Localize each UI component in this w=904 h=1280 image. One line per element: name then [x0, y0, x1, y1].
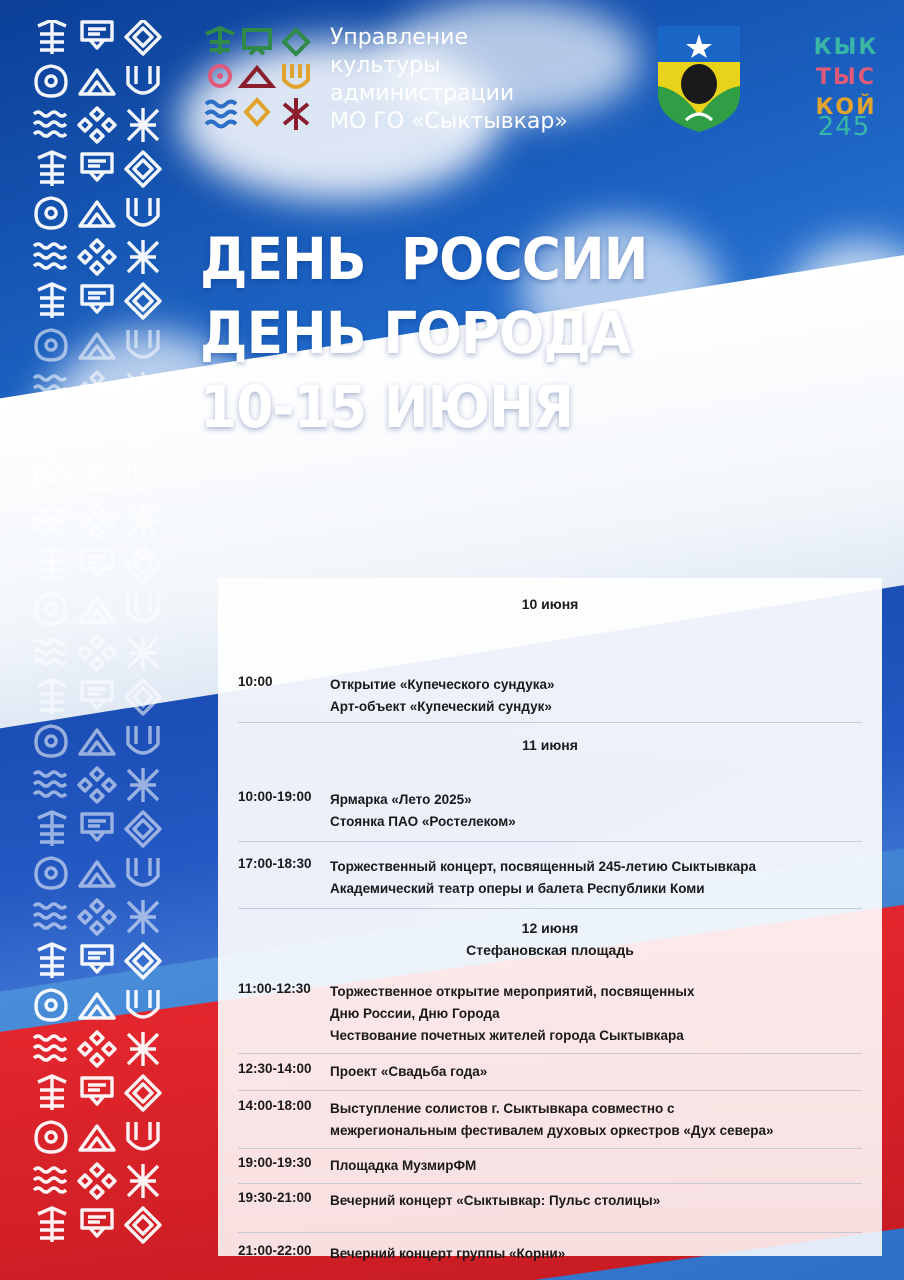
event-time: 14:00-18:00 [238, 1098, 312, 1113]
ornament-tile-icon [34, 112, 66, 136]
event-line: Дню России, Дню Города [330, 1006, 500, 1021]
ornament-tile-icon [34, 1168, 66, 1192]
ornament-tile-icon [80, 598, 114, 622]
event-line: Торжественное открытие мероприятий, посвященных [330, 984, 695, 999]
event-description [330, 1098, 862, 1142]
ornament-tile-icon [80, 466, 114, 490]
org-line: МО ГО «Сыктывкар» [330, 109, 568, 134]
headline-line: 10-15 ИЮНЯ [200, 373, 574, 441]
ornament-tile-icon [80, 1126, 114, 1150]
anniversary-number: 245 [817, 112, 871, 142]
event-description [330, 1243, 862, 1265]
ornament-tile-icon [126, 20, 160, 54]
ornament-tile-icon [128, 240, 158, 274]
ornament-tile-icon [128, 594, 158, 621]
ornament-tile-icon [36, 462, 66, 492]
ornament-tile-icon [126, 548, 160, 582]
ornament-tile-icon [128, 1032, 158, 1066]
ornament-tile-icon [38, 1208, 66, 1242]
ornament-tile-icon [126, 812, 160, 846]
event-time: 17:00-18:30 [238, 856, 312, 871]
ornament-tile-icon [80, 334, 114, 358]
ornament-tile-icon [128, 1122, 158, 1149]
ornament-tile-icon [79, 372, 115, 406]
ornament-tile-icon [126, 944, 160, 978]
ornament-tile-icon [126, 152, 160, 186]
ornament-tile-icon [36, 330, 66, 360]
ornament-tile-icon [38, 680, 66, 714]
ornament-tile-icon [34, 376, 66, 400]
event-time: 21:00-22:00 [238, 1243, 312, 1258]
event-time: 11:00-12:30 [238, 981, 311, 996]
ornament-tile-icon [79, 240, 115, 274]
event-row [238, 842, 862, 909]
ornament-tile-icon [36, 1122, 66, 1152]
event-time: 12:30-14:00 [238, 1061, 312, 1076]
event-description [330, 789, 862, 833]
event-time: 10:00 [238, 674, 273, 689]
ornament-tile-icon [128, 462, 158, 489]
ornament-tile-icon [128, 330, 158, 357]
ornament-tile-icon [79, 900, 115, 934]
event-description [330, 1061, 862, 1083]
event-line: Проект «Свадьба года» [330, 1064, 488, 1079]
org-line: Управление [330, 25, 469, 50]
place-heading: Стефановская площадь [466, 942, 634, 958]
event-description [330, 981, 862, 1047]
schedule-panel [218, 578, 882, 1261]
day-heading: 10 июня [521, 596, 579, 612]
day-heading: 12 июня [521, 920, 579, 936]
event-line: Стоянка ПАО «Ростелеком» [330, 814, 516, 829]
ornament-tile-icon [128, 372, 158, 406]
ornament-tile-icon [82, 286, 112, 312]
ornament-tile-icon [128, 1164, 158, 1198]
anniversary-logo-line: ТЫС [816, 65, 876, 90]
ornament-tile-icon [36, 858, 66, 888]
event-time: 10:00-19:00 [238, 789, 312, 804]
event-line: Академический театр оперы и балета Республики Коми [330, 881, 705, 896]
ornament-tile-icon [128, 900, 158, 934]
event-line: межрегиональным фестивалем духовых оркестров «Дух севера» [330, 1123, 774, 1138]
ornament-tile-icon [38, 284, 66, 318]
ornament-tile-icon [34, 640, 66, 664]
headline-line: ДЕНЬ РОССИИ [200, 225, 648, 293]
poster-headline [200, 222, 648, 444]
ornament-tile-icon [82, 682, 112, 708]
ornament-tile-icon [82, 1210, 112, 1236]
event-line: Арт-объект «Купеческий сундук» [330, 699, 552, 714]
event-row [238, 1184, 862, 1233]
ornament-tile-icon [34, 508, 66, 532]
event-row [238, 1054, 862, 1091]
ornament-tile-icon [38, 944, 66, 978]
event-row [238, 1149, 862, 1184]
event-description [330, 1190, 862, 1212]
ornament-tile-icon [80, 202, 114, 226]
event-line: Вечерний концерт «Сыктывкар: Пульс столицы» [330, 1193, 661, 1208]
ornament-tile-icon [38, 812, 66, 846]
event-line: Чествование почетных жителей города Сыктывкара [330, 1028, 684, 1043]
event-line: Торжественный концерт, посвященный 245-летию Сыктывкара [330, 859, 756, 874]
ornament-tile-icon [128, 66, 158, 93]
ornament-tile-icon [79, 1164, 115, 1198]
organization-name [330, 24, 630, 136]
city-coat-of-arms-icon [656, 24, 742, 134]
event-time: 19:30-21:00 [238, 1190, 312, 1205]
culture-department-logo-icon [202, 24, 314, 134]
ornament-tile-icon [126, 1208, 160, 1242]
ornament-tile-icon [82, 1078, 112, 1104]
ornament-tile-icon [79, 1032, 115, 1066]
event-line: Открытие «Купеческого сундука» [330, 677, 555, 692]
ornament-tile-icon [126, 416, 160, 450]
event-row [238, 781, 862, 842]
ornament-tile-icon [79, 108, 115, 142]
ornament-tile-icon [82, 22, 112, 48]
ornament-tile-icon [36, 66, 66, 96]
event-description [330, 856, 862, 900]
event-row [238, 1233, 862, 1265]
ornament-tile-icon [79, 636, 115, 670]
ornament-tile-icon [126, 284, 160, 318]
ornament-tile-icon [34, 904, 66, 928]
ornament-tile-icon [82, 418, 112, 444]
ornament-tile-icon [79, 768, 115, 802]
ornament-tile-icon [79, 504, 115, 538]
ornament-tile-icon [38, 20, 66, 54]
event-line: Выступление солистов г. Сыктывкара совместно с [330, 1101, 675, 1116]
ornament-tile-icon [128, 636, 158, 670]
ornament-tile-icon [128, 504, 158, 538]
ornament-tile-icon [80, 730, 114, 754]
ornament-tile-icon [36, 594, 66, 624]
ornament-tile-icon [128, 990, 158, 1017]
ornament-tile-icon [38, 548, 66, 582]
ornament-tile-icon [38, 152, 66, 186]
ornament-tile-icon [82, 946, 112, 972]
ornament-tile-icon [82, 154, 112, 180]
org-line: культуры [330, 53, 441, 78]
anniversary-logo-line: КЫК [813, 35, 879, 60]
ornament-column [28, 20, 168, 1260]
ornament-tile-icon [128, 198, 158, 225]
ornament-tile-icon [82, 814, 112, 840]
event-description [330, 1155, 862, 1177]
ornament-tile-icon [126, 680, 160, 714]
ornament-tile-icon [36, 726, 66, 756]
ornament-tile-icon [34, 1036, 66, 1060]
event-line: Вечерний концерт группы «Корни» [330, 1246, 566, 1261]
ornament-tile-icon [80, 862, 114, 886]
anniversary-logo-line: КОЙ [815, 95, 877, 120]
ornament-tile-icon [82, 550, 112, 576]
ornament-tile-icon [34, 772, 66, 796]
ornament-tile-icon [38, 1076, 66, 1110]
org-line: администрации [330, 81, 515, 106]
headline-line: ДЕНЬ ГОРОДА [200, 299, 631, 367]
ornament-tile-icon [36, 990, 66, 1020]
event-line: Ярмарка «Лето 2025» [330, 792, 472, 807]
komi-ornament-icon [28, 20, 168, 1260]
day-heading: 11 июня [522, 737, 578, 753]
event-row [238, 636, 862, 723]
ornament-tile-icon [38, 416, 66, 450]
ornament-tile-icon [126, 1076, 160, 1110]
ornament-tile-icon [34, 244, 66, 268]
ornament-tile-icon [80, 994, 114, 1018]
event-row [238, 1091, 862, 1149]
ornament-tile-icon [80, 70, 114, 94]
ornament-tile-icon [128, 858, 158, 885]
event-line: Площадка МузмирФМ [330, 1158, 477, 1173]
event-description [330, 674, 862, 718]
ornament-tile-icon [128, 726, 158, 753]
ornament-tile-icon [128, 768, 158, 802]
ornament-tile-icon [128, 108, 158, 142]
ornament-tile-icon [36, 198, 66, 228]
event-time: 19:00-19:30 [238, 1155, 312, 1170]
event-row [238, 973, 862, 1054]
